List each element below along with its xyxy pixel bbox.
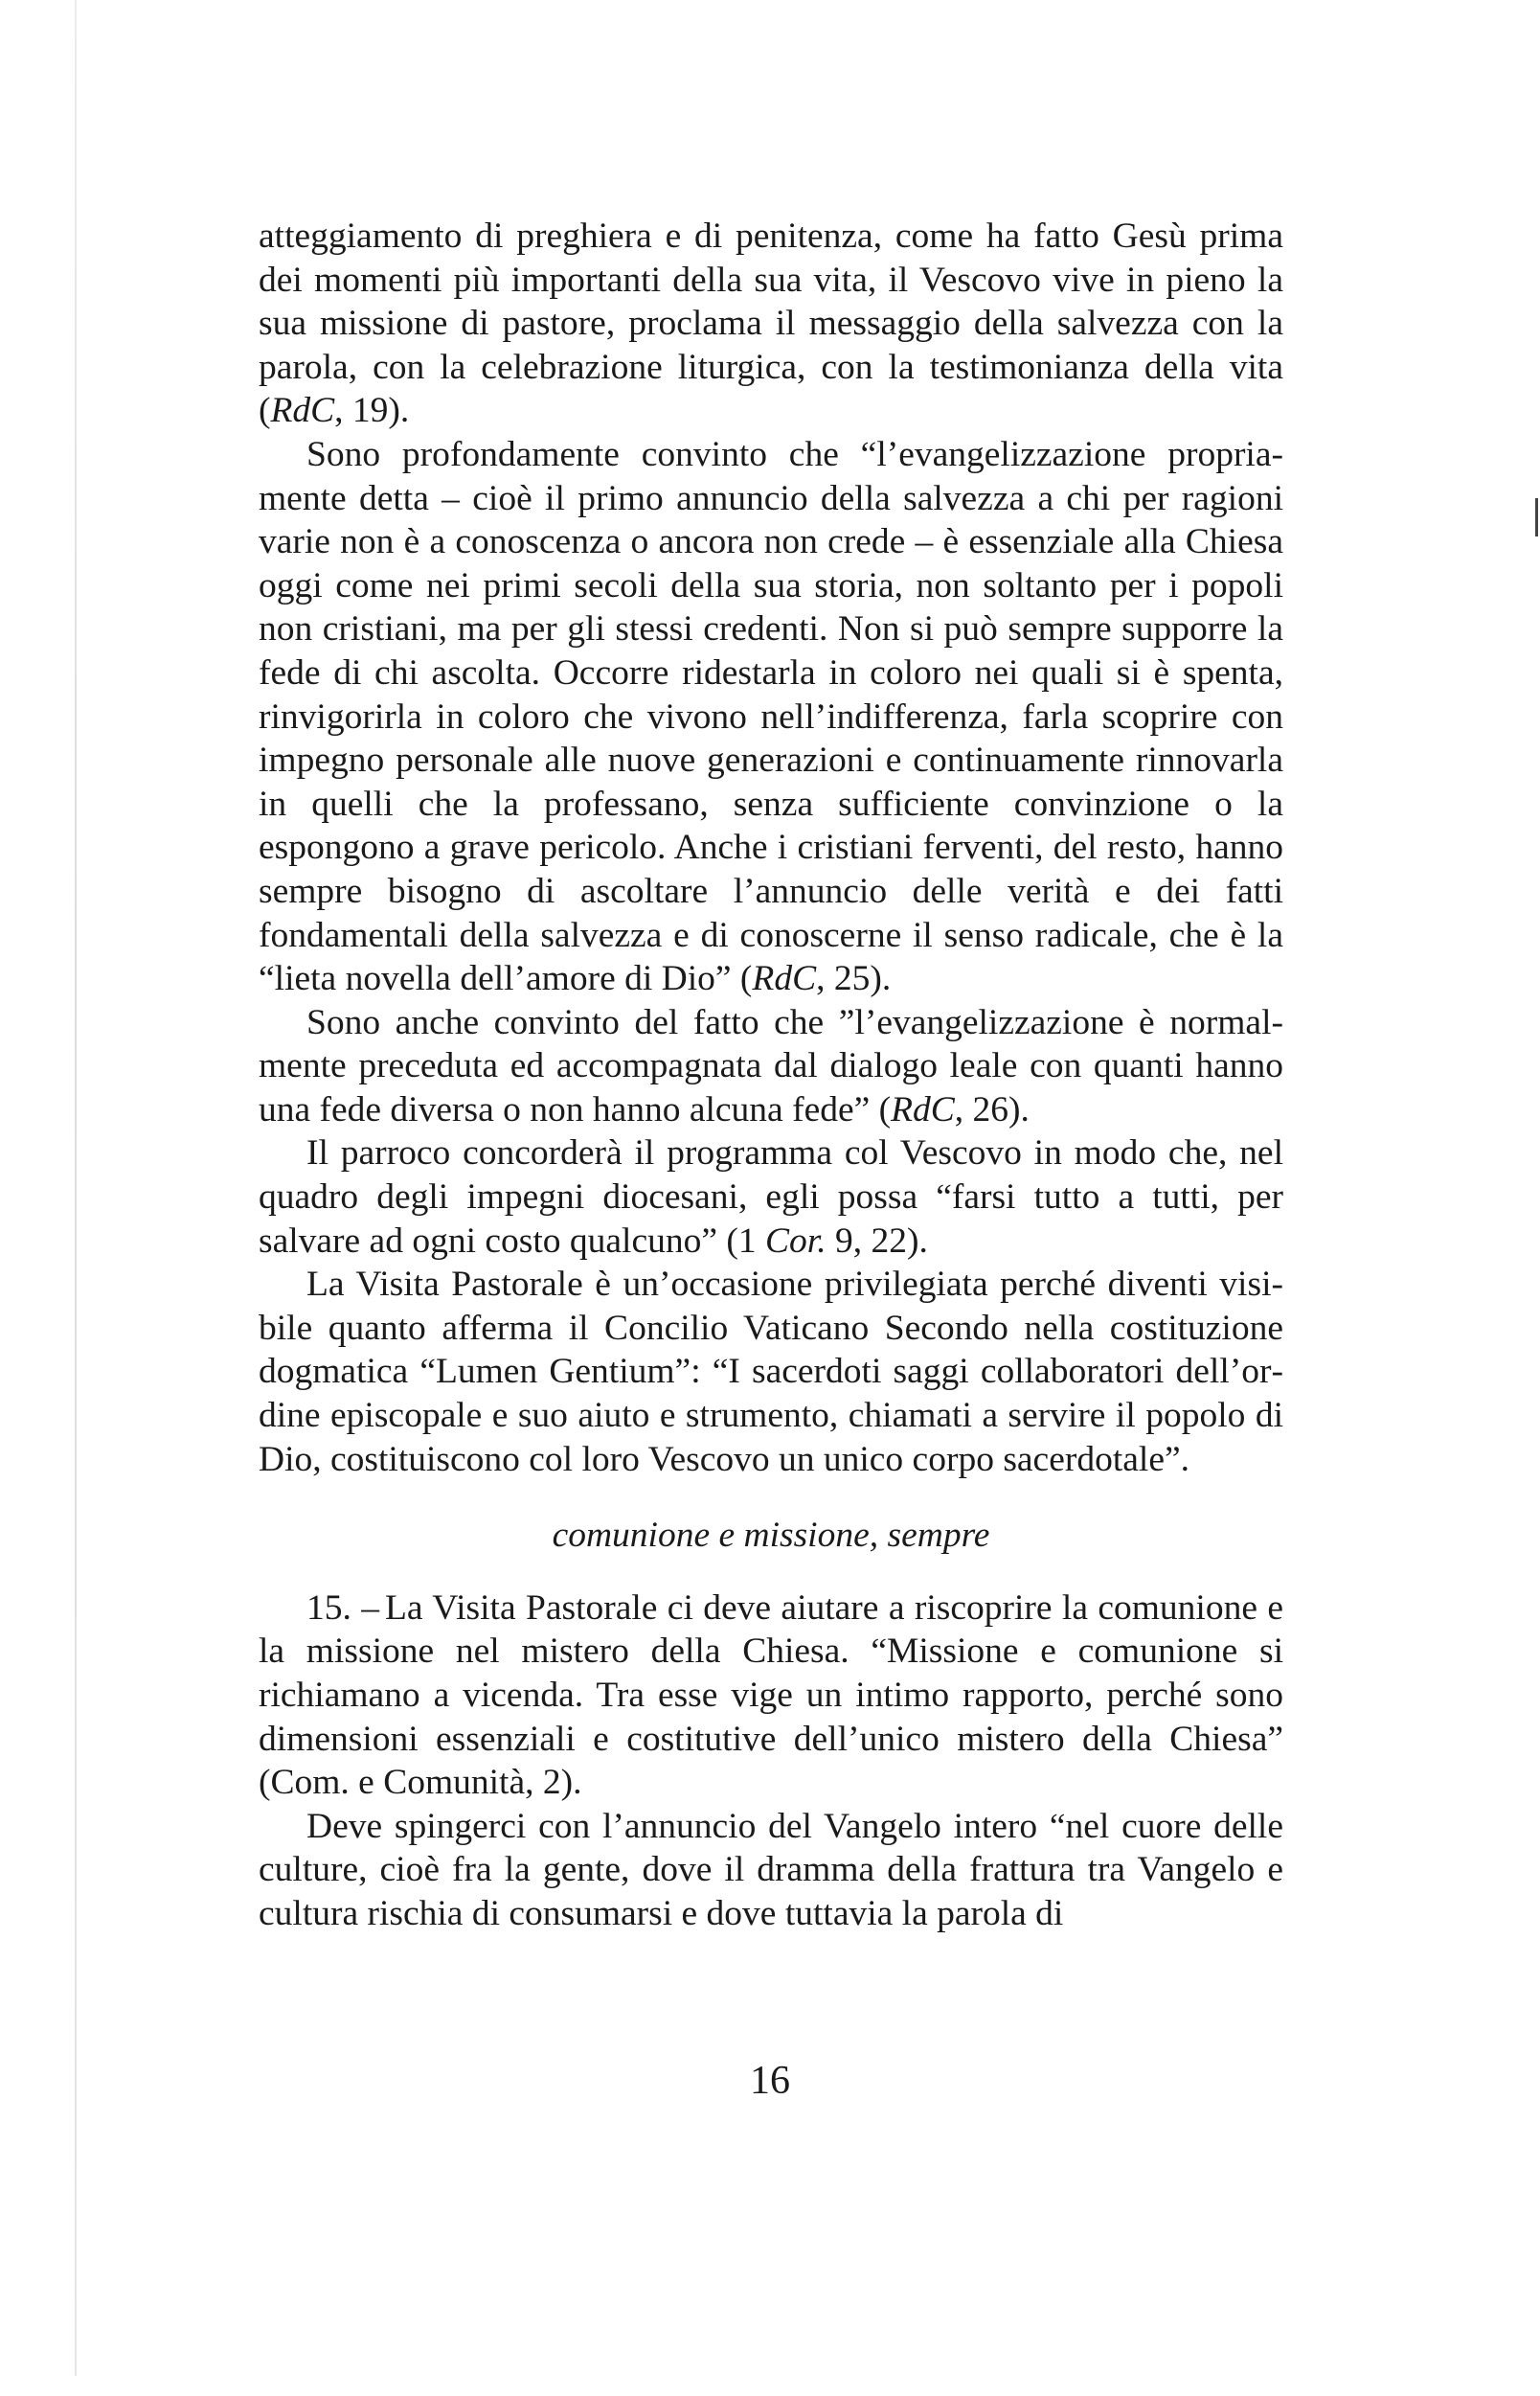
citation-cor-number: 9, 22). xyxy=(826,1221,928,1261)
citation-number-25: , 25). xyxy=(816,959,892,999)
paragraph-2-text: Sono profondamente convinto che “l’evangelizzazione propriamente detta – cioè il primo annuncio della salvezza a chi per ragioni varie non è a conoscenza o ancora non crede – è essenziale alla Chiesa oggi come nei primi secoli della sua storia, non soltanto per i popoli non cristiani, ma per gli stessi credenti. Non si può sempre supporre la fede di chi ascolta. Occorre ridestarla in coloro nei quali si è spenta, rinvigorirla in coloro che vivono nell’indifferenza, farla scoprire con impegno personale alle nuove generazioni e continuamente rinnovarla in quelli che la professano, senza sufficiente convinzione o la espongono a grave pericolo. Anche i cristiani ferventi, del resto, hanno sempre bisogno di ascoltare l’annuncio delle verità e dei fatti fondamentali della salvezza e di conoscerne il senso radicale, che è la “lieta novella dell’amore di Dio” ( xyxy=(259,434,1283,999)
paragraph-3 xyxy=(259,1001,1283,1132)
paragraph-4-text: Il parroco concorderà il programma col Vescovo in modo che, nel quadro degli impegni diocesani, egli possa “farsi tutto a tutti, per salvare ad ogni costo qualcuno” (1 xyxy=(259,1133,1283,1261)
paragraph-3-text: Sono anche convinto del fatto che ”l’evangelizzazione è normalmente preceduta ed accompagnata dal dialogo leale con quanti hanno una fede diversa o non hanno alcuna fede” ( xyxy=(259,1002,1283,1130)
citation-number-26: , 26). xyxy=(954,1089,1030,1130)
paragraph-5: La Visita Pastorale è un’occasione privilegiata perché diventi visibile quanto afferma il Concilio Vaticano Secondo nella costituzione dogmatica “Lumen Gentium”: “I sacerdoti saggi collaboratori dell’ordine episcopale e suo aiuto e strumento, chiamati a servire il popolo di Dio, costituiscono col loro Vescovo un unico corpo sacerdotale”. xyxy=(259,1265,1283,1479)
document-body xyxy=(259,215,1283,1936)
paragraph-4 xyxy=(259,1131,1283,1263)
citation-cor: Cor. xyxy=(765,1221,827,1261)
paragraph-number: 15. – xyxy=(306,1587,380,1628)
paragraph-1 xyxy=(259,215,1283,433)
section-heading: comunione e missione, sempre xyxy=(552,1516,990,1556)
paragraph-15 xyxy=(259,1586,1283,1805)
citation-rdc-25: RdC xyxy=(752,959,817,999)
citation-rdc-26: RdC xyxy=(891,1089,955,1130)
citation-number-19: , 19). xyxy=(334,391,410,431)
paragraph-2 xyxy=(259,433,1283,1001)
paragraph-15-text: La Visita Pastorale ci deve aiutare a riscoprire la comunione e la missione nel mistero della Chiesa. “Missione e comunione si richiamano a vicenda. Tra esse vige un intimo rapporto, perché sono dimensioni essenziali e costitutive dell’unico mistero della Chiesa” (Com. e Comunità, 2). xyxy=(259,1587,1283,1803)
citation-rdc-19: RdC xyxy=(270,391,335,431)
page-number: 16 xyxy=(750,2059,790,2103)
page-left-edge xyxy=(75,0,77,2376)
paragraph-1-text: atteggiamento di preghiera e di penitenza, come ha fatto Gesù prima dei momenti più importanti della sua vita, il Vescovo vive in pieno la sua missione di pastore, proclama il messaggio della salvezza con la parola, con la celebrazione liturgica, con la testimonianza della vita ( xyxy=(259,217,1283,431)
paragraph-7: Deve spingerci con l’annuncio del Vangelo intero “nel cuore delle culture, cioè fra la gente, dove il dramma della frattura tra Vangelo e cultura rischia di consumarsi e dove tuttavia la parola di xyxy=(259,1806,1283,1933)
page-right-edge-mark xyxy=(1535,498,1538,536)
